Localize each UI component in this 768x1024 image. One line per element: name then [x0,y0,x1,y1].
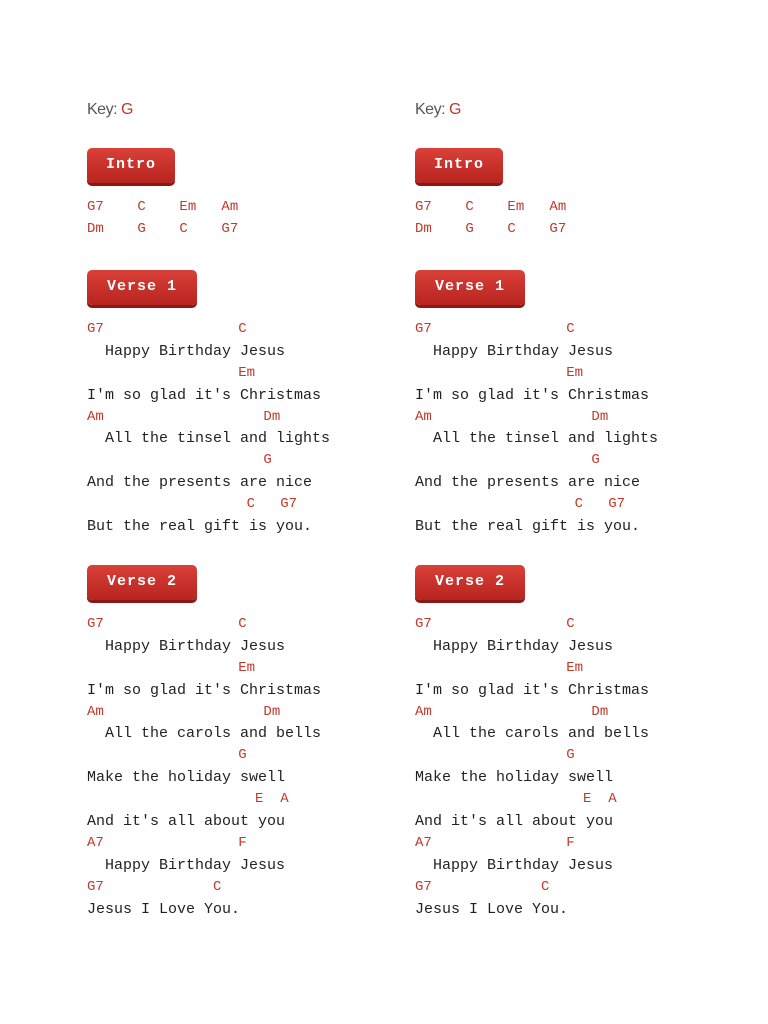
lyric-line: Happy Birthday Jesus [87,856,286,874]
section-lines [87,614,427,920]
section-lines [87,197,427,241]
chord-line: Em [415,364,584,381]
chord-line: Em [415,659,584,676]
section-title-badge: Verse 2 [415,565,525,600]
lyric-line: But the real gift is you. [415,518,641,536]
lyric-line: All the tinsel and lights [415,430,659,448]
lyric-line: Make the holiday swell [87,769,286,787]
chord-line: E A [87,791,289,808]
section-lines [415,197,755,241]
chord-line: Am Dm [87,703,281,720]
chord-line: Dm G C G7 [415,220,567,237]
chord-line: G7 C Em Am [87,199,239,215]
chord-line: E A [415,791,617,808]
section-verse-1 [87,270,427,538]
key-line [87,101,133,119]
chord-line: G [87,452,272,469]
chord-line: Am Dm [415,703,609,720]
chord-line: C G7 [415,496,626,513]
lyric-line: Jesus I Love You. [87,900,241,918]
chord-line: Am Dm [415,408,609,425]
lyric-line: Happy Birthday Jesus [415,342,614,360]
lyric-line: All the tinsel and lights [87,430,331,448]
section-title-badge: Verse 1 [415,270,525,305]
lyric-line: And the presents are nice [415,474,641,492]
chord-line: G7 C [415,616,575,632]
lyric-line: And the presents are nice [87,474,313,492]
section-title-badge: Verse 1 [87,270,197,305]
section-title-badge: Intro [87,148,175,183]
section-lines [87,319,427,538]
lyric-line: Make the holiday swell [415,769,614,787]
chord-line: A7 F [87,834,247,851]
key-value: G [448,101,461,118]
lyric-line: And it's all about you [415,813,614,831]
lyric-line: All the carols and bells [415,725,650,743]
lyric-line: And it's all about you [87,813,286,831]
chord-line: C G7 [87,496,298,513]
section-title-badge: Intro [415,148,503,183]
lyric-line: But the real gift is you. [87,518,313,536]
key-line [415,101,461,119]
chord-line: G7 C [87,321,247,337]
section-intro [87,148,427,241]
chord-line: Em [87,659,256,676]
lyric-line: Happy Birthday Jesus [415,856,614,874]
lyric-line: I'm so glad it's Christmas [87,681,322,699]
section-lines [415,614,755,920]
lyric-line: Happy Birthday Jesus [87,637,286,655]
chord-line: G [87,747,247,764]
chord-line: G [415,452,600,469]
lyric-line: Jesus I Love You. [415,900,569,918]
chord-line: A7 F [415,834,575,851]
chord-line: G7 C [415,878,550,895]
key-value: G [120,101,133,118]
chord-line: Am Dm [87,408,281,425]
lyric-line: I'm so glad it's Christmas [415,386,650,404]
section-verse-2 [415,565,755,920]
lyric-line: I'm so glad it's Christmas [87,386,322,404]
section-verse-1 [415,270,755,538]
section-verse-2 [87,565,427,920]
lyric-line: I'm so glad it's Christmas [415,681,650,699]
chord-sheet-column-right [415,0,755,1024]
chord-line: G7 C [87,878,222,895]
chord-line: G7 C Em Am [415,199,567,215]
chord-line: G [415,747,575,764]
chord-line: Dm G C G7 [87,220,239,237]
lyric-line: Happy Birthday Jesus [415,637,614,655]
section-lines [415,319,755,538]
chord-sheet-column-left [87,0,427,1024]
lyric-line: All the carols and bells [87,725,322,743]
lyric-line: Happy Birthday Jesus [87,342,286,360]
key-label: Key: [87,101,118,118]
section-intro [415,148,755,241]
key-label: Key: [415,101,446,118]
chord-line: Em [87,364,256,381]
chord-line: G7 C [415,321,575,337]
section-title-badge: Verse 2 [87,565,197,600]
chord-line: G7 C [87,616,247,632]
